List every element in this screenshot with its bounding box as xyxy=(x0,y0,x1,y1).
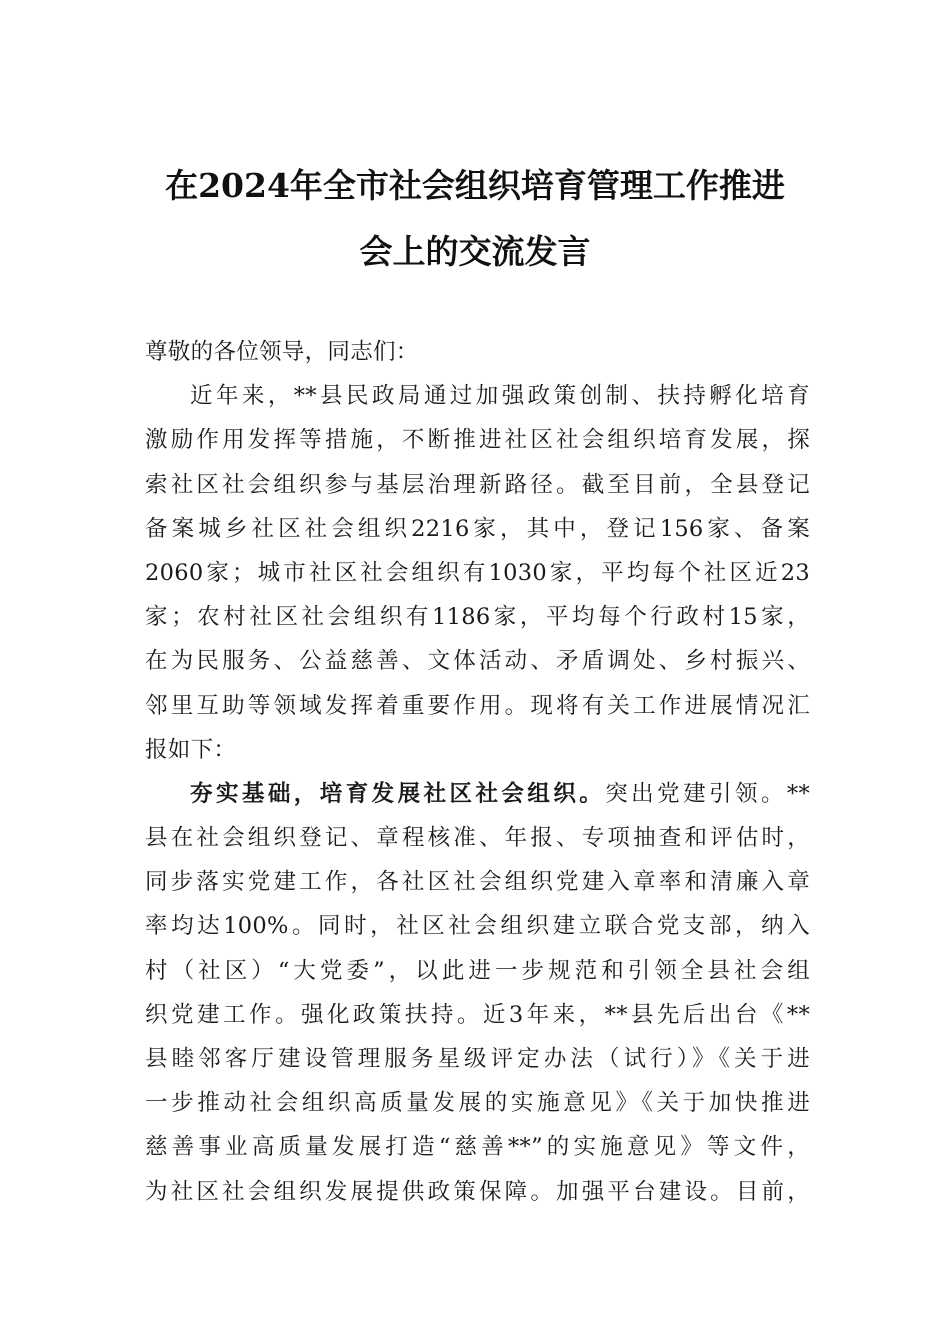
salutation: 尊敬的各位领导，同志们： xyxy=(145,339,419,365)
paragraph-1-line: 索社区社会组织参与基层治理新路径。截至目前，全县登记 xyxy=(145,471,810,498)
paragraph-1-line: 激励作用发挥等措施，不断推进社区社会组织培育发展，探 xyxy=(145,427,810,454)
paragraph-2-line: 县在社会组织登记、章程核准、年报、专项抽查和评估时， xyxy=(145,825,810,852)
paragraph-1-line: 家；农村社区社会组织有1186家，平均每个行政村15家， xyxy=(145,604,810,631)
paragraph-2-line: 县睦邻客厅建设管理服务星级评定办法（试行）》《关于进 xyxy=(145,1046,810,1072)
paragraph-2-line: 村（社区）“大党委”，以此进一步规范和引领全县社会组 xyxy=(145,957,810,984)
paragraph-1-line: 报如下： xyxy=(145,736,237,763)
paragraph-2-line: 为社区社会组织发展提供政策保障。加强平台建设。目前， xyxy=(145,1178,810,1205)
document-title-line-2: 会上的交流发言 xyxy=(359,232,591,271)
paragraph-1-line: 备案城乡社区社会组织2216家，其中，登记156家、备案 xyxy=(145,515,810,542)
document-body xyxy=(145,330,810,1214)
section-heading: 夯实基础，培育发展社区社会组织。 xyxy=(190,780,606,807)
paragraph-2-line: 织党建工作。强化政策扶持。近3年来，**县先后出台《** xyxy=(145,1001,810,1028)
paragraph-2-line: 慈善事业高质量发展打造“慈善**”的实施意见》等文件， xyxy=(145,1134,810,1161)
paragraph-2-line: 一步推动社会组织高质量发展的实施意见》《关于加快推进 xyxy=(145,1090,810,1117)
document-title-line-1: 在2024年全市社会组织培育管理工作推进 xyxy=(165,166,785,205)
paragraph-1-line: 邻里互助等领域发挥着重要作用。现将有关工作进展情况汇 xyxy=(145,692,810,719)
paragraph-1-line: 近年来，**县民政局通过加强政策创制、扶持孵化培育 xyxy=(190,383,810,410)
paragraph-1-line: 在为民服务、公益慈善、文体活动、矛盾调处、乡村振兴、 xyxy=(145,648,810,675)
paragraph-2-line: 率均达100%。同时，社区社会组织建立联合党支部，纳入 xyxy=(145,913,810,940)
paragraph-1-line: 2060家；城市社区社会组织有1030家，平均每个社区近23 xyxy=(145,559,810,586)
paragraph-2-first-line xyxy=(145,772,810,816)
paragraph-2-line: 同步落实党建工作，各社区社会组织党建入章率和清廉入章 xyxy=(145,869,810,896)
paragraph-2-first-text: 突出党建引领。** xyxy=(605,780,810,807)
